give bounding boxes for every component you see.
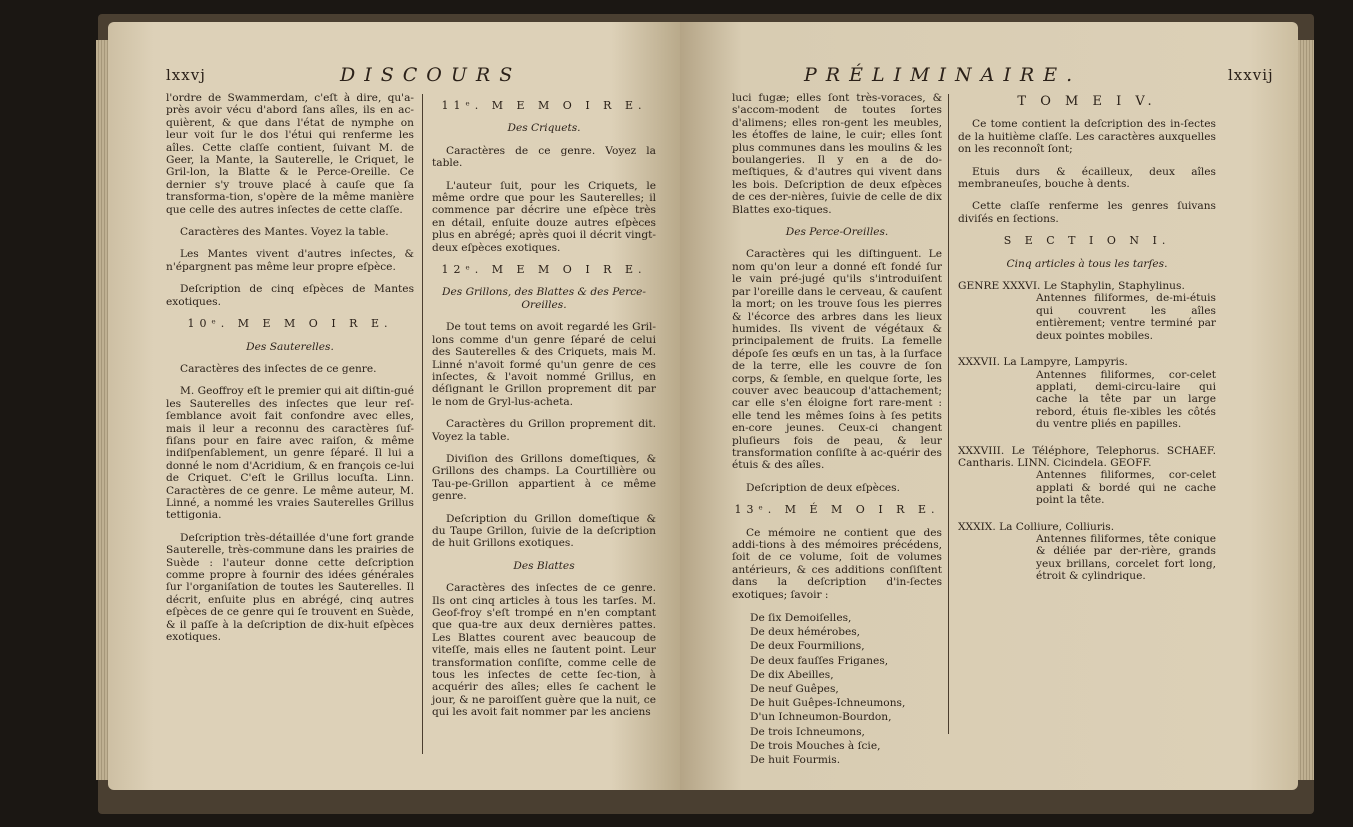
genre-description: Antennes filiformes, de-mi-étuis qui couvrent les aîles entièrement; ventre terminé par deux pointes mobiles. bbox=[1036, 292, 1216, 342]
list-item: D'un Ichneumon-Bourdon, bbox=[750, 711, 892, 724]
right-page bbox=[680, 22, 1298, 790]
paragraph: Deſcription de cinq eſpèces de Mantes exotiques. bbox=[166, 283, 414, 308]
paragraph: Caractères qui les diſtinguent. Le nom qu'on leur a donné eſt fondé ſur le vain pré-jugé qu'ils s'introduiſent par l'oreille dans le cerveau, & cauſent la mort; on les trouve ſous les pierres & l'écorce des arbres dans les lieux humides. Ils vivent de végétaux & principalement de fruits. La femelle dépoſe ſes œufs en un tas, à la ſurface de la terre, elle les couvre de ſon corps, & ſemble, en quelque ſorte, les couver avec beaucoup d'attachement; car elle s'en éloigne fort rare-ment : elle tend les mêmes ſoins à ſes petits en-core jeunes. Ceux-ci changent pluſieurs fois de peau, & leur transformation conſiſte à ac-quérir des étuis & des aîles. bbox=[732, 248, 942, 472]
page-edges-right bbox=[1298, 40, 1314, 780]
list-item: De neuf Guêpes, bbox=[750, 683, 839, 696]
column-rule bbox=[948, 94, 949, 734]
section-subtitle: Des Criquets. bbox=[507, 122, 581, 135]
memoire-heading: 13ᵉ. M É M O I R E. bbox=[734, 503, 940, 517]
list-item: De huit Guêpes-Ichneumons, bbox=[750, 697, 906, 710]
paragraph: Caractères des inſectes de ce genre. Ils ont cinq articles à tous les tarſes. M. Geof-froy s'eſt trompé en n'en comptant que qua-tre aux deux dernières pattes. Les Blattes courent avec beaucoup de viteſſe, mais elles ne ſautent point. Leur transformation conſiſte, comme celle de tous les inſectes de cette ſec-tion, à acquérir des aîles; elles ſe cachent le jour, & ne paroiſſent guère que la nuit, ce qui les avoit fait nommer par les anciens bbox=[432, 582, 656, 719]
paragraph: De tout tems on avoit regardé les Gril-lons comme d'un genre ſéparé de celui des Sauterelles & des Criquets, mais M. Linné n'avoit formé qu'un genre de ces inſectes, & l'avoit nommé Grillus, en déſignant le Grillon proprement dit par le nom de Gryl-lus-acheta. bbox=[432, 321, 656, 408]
paragraph: Ce tome contient la deſcription des in-ſectes de la huitième claſſe. Les caractères auxquelles on les reconnoît ſont; bbox=[958, 118, 1216, 156]
paragraph: L'auteur ſuit, pour les Criquets, le même ordre que pour les Sauterelles; il commence par décrire une eſpèce très en détail, enſuite douze autres eſpèces plus en abrégé; après quoi il décrit vingt-deux eſpèces exotiques. bbox=[432, 179, 656, 254]
paragraph: Etuis durs & écailleux, deux aîles membraneuſes, bouche à dents. bbox=[958, 165, 1216, 191]
genre-entry bbox=[958, 280, 1216, 342]
list-item: De ſix Demoiſelles, bbox=[750, 612, 852, 625]
section-subtitle: Cinq articles à tous les tarſes. bbox=[1006, 257, 1168, 270]
left-running-title: DISCOURS bbox=[340, 64, 522, 86]
section-subtitle: Des Sauterelles. bbox=[246, 340, 334, 353]
section-subtitle: Des Grillons, des Blattes & des Perce-Oreilles. bbox=[442, 286, 646, 311]
paragraph: Caractères des inſectes de ce genre. bbox=[180, 362, 377, 375]
genre-description: Antennes filiformes, tête conique & déliée par der-rière, grands yeux brillans, corcelet fort long, étroit & cylindrique. bbox=[1036, 532, 1216, 583]
paragraph: l'ordre de Swammerdam, c'eſt à dire, qu'a-près avoir vécu d'abord ſans aîles, ils en ac-quièrent, & que dans l'état de nymphe on leur voit ſur le dos l'étui qui renferme les aîles. Cette claſſe contient, ſuivant M. de Geer, la Mante, la Sauterelle, le Criquet, le Gril-lon, la Blatte & le Perce-Oreille. Ce dernier s'y trouve placé à cauſe que ſa transforma-tion, s'opère de la même manière que celle des autres inſectes de cette claſſe. bbox=[166, 92, 414, 216]
list-item: De trois Mouches à ſcie, bbox=[750, 739, 881, 752]
list-item: De dix Abeilles, bbox=[750, 668, 834, 681]
left-col-1 bbox=[166, 92, 414, 653]
paragraph: Les Mantes vivent d'autres inſectes, & n'épargnent pas même leur propre eſpèce. bbox=[166, 248, 414, 273]
list-item: De deux Fourmilions, bbox=[750, 640, 865, 653]
right-col-1 bbox=[732, 92, 942, 767]
column-rule bbox=[422, 94, 423, 754]
paragraph: Diviſion des Grillons domeſtiques, & Grillons des champs. La Courtillière ou Tau-pe-Grillon appartient à ce même genre. bbox=[432, 452, 656, 503]
genre-description: Antennes filiformes, cor-celet applati, demi-circu-laire qui cache la tête par un large rebord, étuis fle-xibles les côtés du ventre pliés en papilles. bbox=[1036, 368, 1216, 431]
insect-list bbox=[750, 611, 942, 767]
paragraph: M. Geoffroy eſt le premier qui ait diſtin-gué les Sauterelles des inſectes que leur reſ-ſemblance avoit fait confondre avec elles, mais il leur a reconnu des caractères ſuf-fiſans pour en faire avec raiſon, & même indiſpenſablement, un genre ſéparé. Il lui a donné le nom d'Acridium, & en françois ce-lui de Criquet. C'eſt le Grillus locuſta. Linn. Caractères de ce genre. Le même auteur, M. Linné, a nommé les vraies Sauterelles Grillus tettigonia. bbox=[166, 385, 414, 522]
memoire-heading: 10ᵉ. M E M O I R E. bbox=[187, 317, 393, 331]
paragraph: Caractères du Grillon proprement dit. Voyez la table. bbox=[432, 418, 656, 443]
section-subtitle: Des Perce-Oreilles. bbox=[785, 226, 889, 239]
paragraph: Deſcription du Grillon domeſtique & du Taupe Grillon, ſuivie de la deſcription de huit Grillons exotiques. bbox=[432, 512, 656, 550]
memoire-heading: 11ᵉ. M E M O I R E. bbox=[441, 99, 647, 112]
tome-heading: T O M E I V. bbox=[1017, 94, 1157, 109]
left-page-number: lxxvj bbox=[166, 66, 206, 84]
paragraph: Cette claſſe renferme les genres ſuivans diviſés en ſections. bbox=[958, 200, 1216, 225]
memoire-heading: 12ᵉ. M E M O I R E. bbox=[441, 263, 647, 277]
paragraph: Caractères de ce genre. Voyez la table. bbox=[432, 144, 656, 170]
genre-description: Antennes filiformes, cor-celet applati & bordé qui ne cache point la tête. bbox=[1036, 469, 1216, 507]
section-subtitle: Des Blattes bbox=[513, 559, 575, 572]
paragraph: luci fugæ; elles ſont très-voraces, & s'accom-modent de toutes ſortes d'alimens; elles ron-gent les meubles, les étoffes de laine, le cuir; elles ſont plus communes dans les moulins & les boulangeries. Il y en a de do-meſtiques, & d'autres qui vivent dans les bois. Deſcription de deux eſpèces de ces der-nières, ſuivie de celle de dix Blattes exo-tiques. bbox=[732, 92, 942, 216]
paragraph: Deſcription de deux eſpèces. bbox=[746, 481, 900, 494]
left-col-2 bbox=[432, 92, 656, 729]
genre-entry bbox=[958, 521, 1216, 583]
left-page bbox=[108, 22, 680, 790]
genre-label: XXXIX. La Colliure, Colliuris. bbox=[958, 520, 1115, 533]
right-running-title: PRÉLIMINAIRE. bbox=[804, 64, 1082, 86]
right-page-number: lxxvij bbox=[1228, 66, 1274, 84]
genre-label: XXXVIII. Le Téléphore, Telephorus. SCHAEF. Cantharis. LINN. Cicindela. GEOFF. bbox=[958, 444, 1216, 469]
list-item: De deux fauſſes Friganes, bbox=[750, 654, 889, 667]
paragraph: Caractères des Mantes. Voyez la table. bbox=[180, 226, 389, 239]
right-col-2 bbox=[958, 92, 1216, 597]
section-heading: S E C T I O N I. bbox=[1003, 234, 1171, 248]
genre-entry bbox=[958, 445, 1216, 507]
genre-label: XXXVII. La Lampyre, Lampyris. bbox=[958, 356, 1128, 369]
genre-label: GENRE XXXVI. Le Staphylin, Staphylinus. bbox=[958, 280, 1185, 293]
paragraph: Ce mémoire ne contient que des addi-tions à des mémoires précédens, ſoit de ce volume, ſoit de volumes antérieurs, & ces additions conſiſtent dans la deſcription d'in-ſectes exotiques; ſavoir : bbox=[732, 526, 942, 601]
list-item: De trois Ichneumons, bbox=[750, 725, 865, 738]
genre-entry bbox=[958, 356, 1216, 430]
paragraph: Deſcription très-détaillée d'une fort grande Sauterelle, très-commune dans les prairies de Suède : l'auteur donne cette deſcription comme propre à fournir des idées générales ſur l'organiſation de toutes les Sauterelles. Il décrit, enſuite plus en abrégé, cinq autres eſpèces de ce genre qui ſe trouvent en Suède, & il paſſe à la deſcription de dix-huit eſpèces exotiques. bbox=[166, 531, 414, 644]
list-item: De huit Fourmis. bbox=[750, 754, 841, 767]
list-item: De deux hémérobes, bbox=[750, 626, 861, 639]
